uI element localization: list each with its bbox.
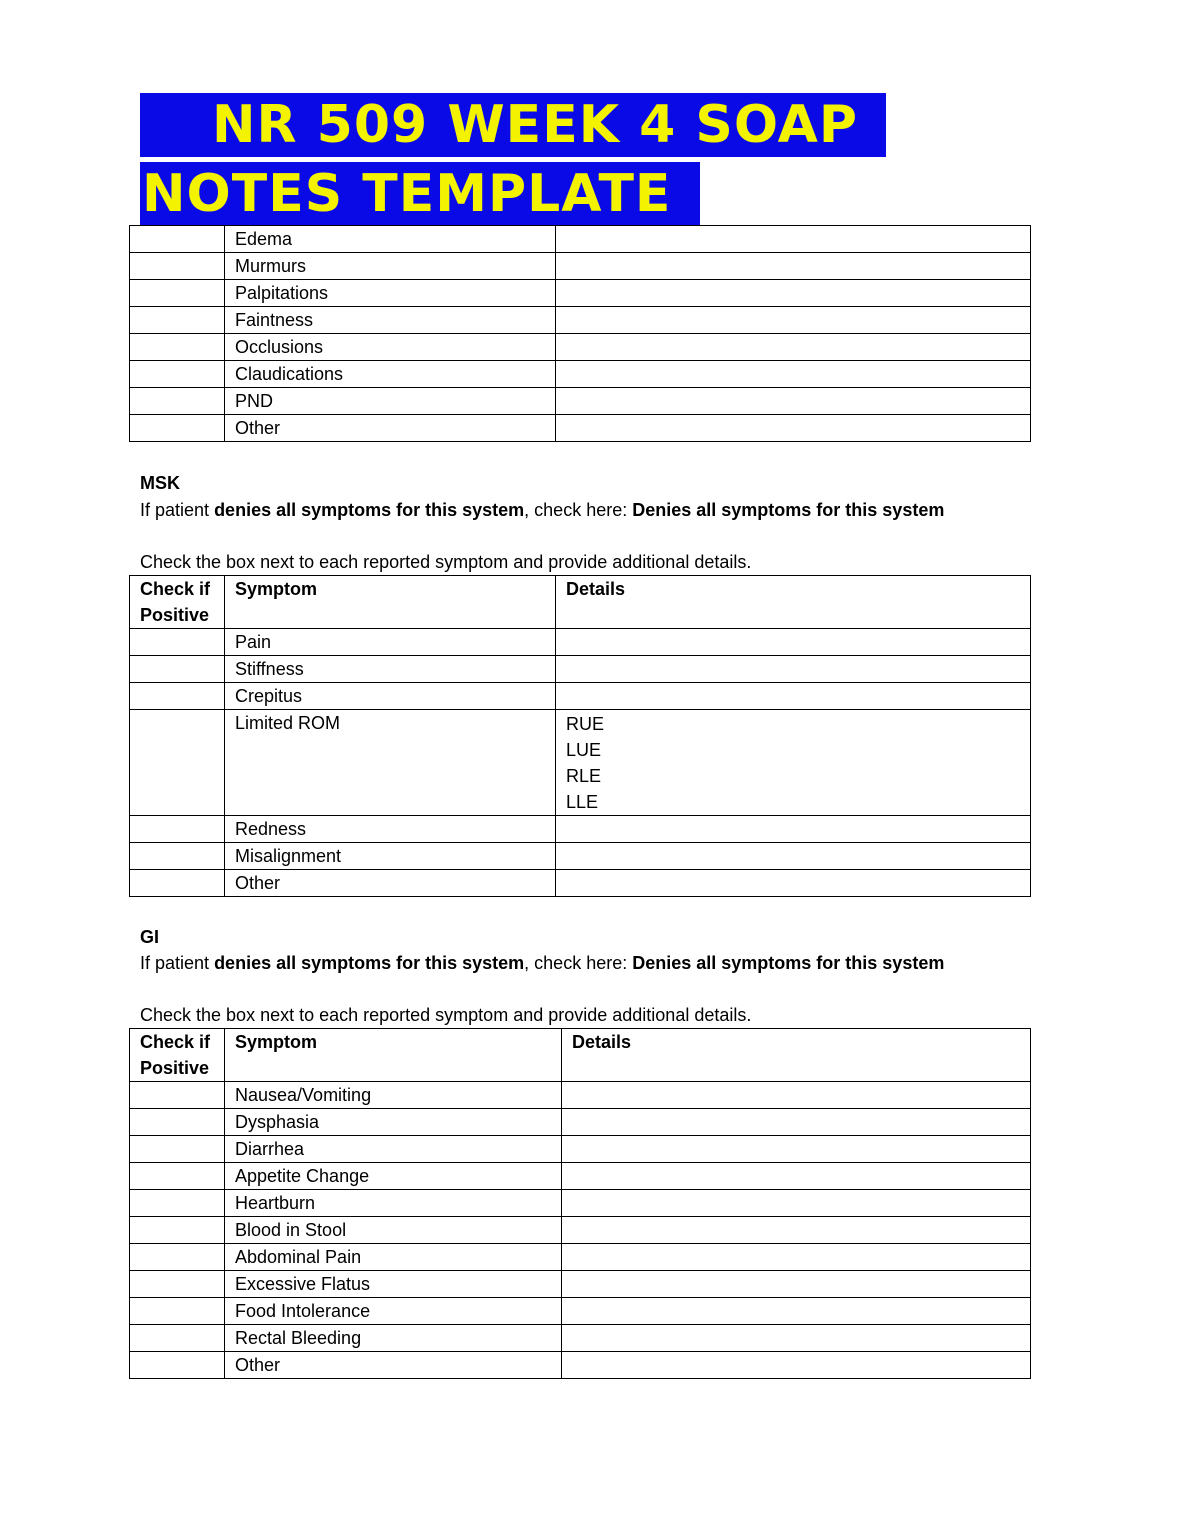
cardio-details-cell[interactable]: [556, 226, 1031, 253]
gi-header-details: Details: [562, 1029, 1031, 1082]
msk-check-cell[interactable]: [130, 683, 225, 710]
gi-header-check: Check if Positive: [130, 1029, 225, 1082]
msk-check-cell[interactable]: [130, 656, 225, 683]
cardio-details-cell[interactable]: [556, 361, 1031, 388]
msk-details-cell[interactable]: [556, 816, 1031, 843]
msk-check-cell[interactable]: [130, 843, 225, 870]
cardio-check-cell[interactable]: [130, 253, 225, 280]
cardio-details-cell[interactable]: [556, 307, 1031, 334]
msk-symptom-cell: Limited ROM: [225, 710, 556, 816]
gi-details-cell[interactable]: [562, 1352, 1031, 1379]
msk-header-row: [130, 576, 1031, 629]
msk-check-cell[interactable]: [130, 710, 225, 816]
gi-deny-statement: [140, 950, 944, 976]
gi-details-cell[interactable]: [562, 1325, 1031, 1352]
gi-symptom-cell: Rectal Bleeding: [225, 1325, 562, 1352]
gi-details-cell[interactable]: [562, 1271, 1031, 1298]
gi-check-cell[interactable]: [130, 1163, 225, 1190]
cardio-symptom-cell: Claudications: [225, 361, 556, 388]
cardio-check-cell[interactable]: [130, 334, 225, 361]
gi-check-cell[interactable]: [130, 1352, 225, 1379]
gi-heading: GI: [140, 927, 160, 947]
table-row: [130, 870, 1031, 897]
table-row: [130, 1271, 1031, 1298]
gi-details-cell[interactable]: [562, 1190, 1031, 1217]
gi-check-cell[interactable]: [130, 1244, 225, 1271]
gi-deny-mid: , check here:: [524, 953, 633, 973]
msk-symptom-cell: Pain: [225, 629, 556, 656]
table-row: [130, 253, 1031, 280]
gi-symptom-cell: Heartburn: [225, 1190, 562, 1217]
msk-deny-prefix: If patient: [140, 500, 215, 520]
msk-deny-checkbox-label[interactable]: Denies all symptoms for this system: [632, 500, 945, 520]
cardio-symptom-cell: Murmurs: [225, 253, 556, 280]
msk-details-line: LUE: [566, 740, 602, 760]
gi-check-cell[interactable]: [130, 1190, 225, 1217]
cardio-symptom-table: [129, 225, 1031, 442]
gi-symptom-table: [129, 1028, 1031, 1379]
msk-symptom-cell: Redness: [225, 816, 556, 843]
cardio-check-cell[interactable]: [130, 280, 225, 307]
cardio-details-cell[interactable]: [556, 388, 1031, 415]
table-row: [130, 1163, 1031, 1190]
table-row: [130, 1217, 1031, 1244]
msk-details-line: LLE: [566, 792, 599, 812]
msk-header-check: Check if Positive: [130, 576, 225, 629]
table-row: [130, 1352, 1031, 1379]
gi-check-cell[interactable]: [130, 1109, 225, 1136]
msk-details-cell[interactable]: [556, 683, 1031, 710]
msk-heading: MSK: [140, 473, 180, 493]
gi-check-cell[interactable]: [130, 1298, 225, 1325]
cardio-symptom-cell: Occlusions: [225, 334, 556, 361]
gi-symptom-cell: Excessive Flatus: [225, 1271, 562, 1298]
cardio-symptom-cell: Edema: [225, 226, 556, 253]
msk-details-cell[interactable]: [556, 843, 1031, 870]
table-row: [130, 415, 1031, 442]
msk-deny-mid: , check here:: [524, 500, 633, 520]
msk-details-cell[interactable]: [556, 870, 1031, 897]
cardio-check-cell[interactable]: [130, 226, 225, 253]
table-row: [130, 1190, 1031, 1217]
table-row: [130, 307, 1031, 334]
gi-deny-checkbox-label[interactable]: Denies all symptoms for this system: [632, 953, 945, 973]
table-row: [130, 683, 1031, 710]
msk-header-symptom: Symptom: [225, 576, 556, 629]
table-row: [130, 710, 1031, 816]
cardio-symptom-cell: Other: [225, 415, 556, 442]
msk-symptom-cell: Stiffness: [225, 656, 556, 683]
gi-header-row: [130, 1029, 1031, 1082]
cardio-details-cell[interactable]: [556, 415, 1031, 442]
cardio-check-cell[interactable]: [130, 415, 225, 442]
msk-deny-bold: denies all symptoms for this system: [214, 500, 525, 520]
gi-symptom-cell: Other: [225, 1352, 562, 1379]
msk-symptom-table: [129, 575, 1031, 897]
gi-details-cell[interactable]: [562, 1136, 1031, 1163]
table-row: [130, 334, 1031, 361]
table-row: [130, 361, 1031, 388]
msk-symptom-cell: Crepitus: [225, 683, 556, 710]
cardio-symptom-cell: Palpitations: [225, 280, 556, 307]
cardio-check-cell[interactable]: [130, 388, 225, 415]
gi-details-cell[interactable]: [562, 1298, 1031, 1325]
gi-instruction: Check the box next to each reported symptom and provide additional details.: [140, 1005, 752, 1025]
msk-details-line: RLE: [566, 766, 602, 786]
table-row: [130, 816, 1031, 843]
table-row: [130, 1109, 1031, 1136]
gi-details-cell[interactable]: [562, 1082, 1031, 1109]
msk-check-cell[interactable]: [130, 870, 225, 897]
table-row: [130, 1082, 1031, 1109]
table-row: [130, 629, 1031, 656]
cardio-check-cell[interactable]: [130, 361, 225, 388]
cardio-symptom-cell: Faintness: [225, 307, 556, 334]
table-row: [130, 843, 1031, 870]
cardio-symptom-cell: PND: [225, 388, 556, 415]
gi-deny-bold: denies all symptoms for this system: [214, 953, 525, 973]
table-row: [130, 1244, 1031, 1271]
document-title-line-1: NR 509 WEEK 4 SOAP: [140, 93, 886, 157]
table-row: [130, 226, 1031, 253]
gi-check-cell[interactable]: [130, 1271, 225, 1298]
document-title-line-2: NOTES TEMPLATE: [140, 162, 700, 226]
gi-details-cell[interactable]: [562, 1217, 1031, 1244]
table-row: [130, 280, 1031, 307]
gi-symptom-cell: Dysphasia: [225, 1109, 562, 1136]
gi-check-cell[interactable]: [130, 1082, 225, 1109]
gi-deny-prefix: If patient: [140, 953, 215, 973]
gi-check-cell[interactable]: [130, 1217, 225, 1244]
msk-details-cell[interactable]: [556, 656, 1031, 683]
table-row: [130, 388, 1031, 415]
gi-details-cell[interactable]: [562, 1244, 1031, 1271]
gi-header-symptom: Symptom: [225, 1029, 562, 1082]
cardio-details-cell[interactable]: [556, 334, 1031, 361]
msk-details-cell[interactable]: [556, 710, 1031, 816]
gi-symptom-cell: Blood in Stool: [225, 1217, 562, 1244]
msk-instruction: Check the box next to each reported symptom and provide additional details.: [140, 552, 752, 572]
msk-check-cell[interactable]: [130, 629, 225, 656]
table-row: [130, 1298, 1031, 1325]
gi-details-cell[interactable]: [562, 1163, 1031, 1190]
msk-details-cell[interactable]: [556, 629, 1031, 656]
gi-symptom-cell: Diarrhea: [225, 1136, 562, 1163]
msk-details-line: RUE: [566, 714, 605, 734]
msk-header-details: Details: [556, 576, 1031, 629]
gi-symptom-cell: Food Intolerance: [225, 1298, 562, 1325]
gi-check-cell[interactable]: [130, 1136, 225, 1163]
gi-details-cell[interactable]: [562, 1109, 1031, 1136]
table-row: [130, 656, 1031, 683]
msk-deny-statement: [140, 497, 944, 523]
msk-symptom-cell: Other: [225, 870, 556, 897]
table-row: [130, 1136, 1031, 1163]
msk-symptom-cell: Misalignment: [225, 843, 556, 870]
gi-check-cell[interactable]: [130, 1325, 225, 1352]
cardio-details-cell[interactable]: [556, 280, 1031, 307]
gi-symptom-cell: Appetite Change: [225, 1163, 562, 1190]
gi-symptom-cell: Abdominal Pain: [225, 1244, 562, 1271]
cardio-check-cell[interactable]: [130, 307, 225, 334]
cardio-details-cell[interactable]: [556, 253, 1031, 280]
msk-check-cell[interactable]: [130, 816, 225, 843]
gi-symptom-cell: Nausea/Vomiting: [225, 1082, 562, 1109]
table-row: [130, 1325, 1031, 1352]
